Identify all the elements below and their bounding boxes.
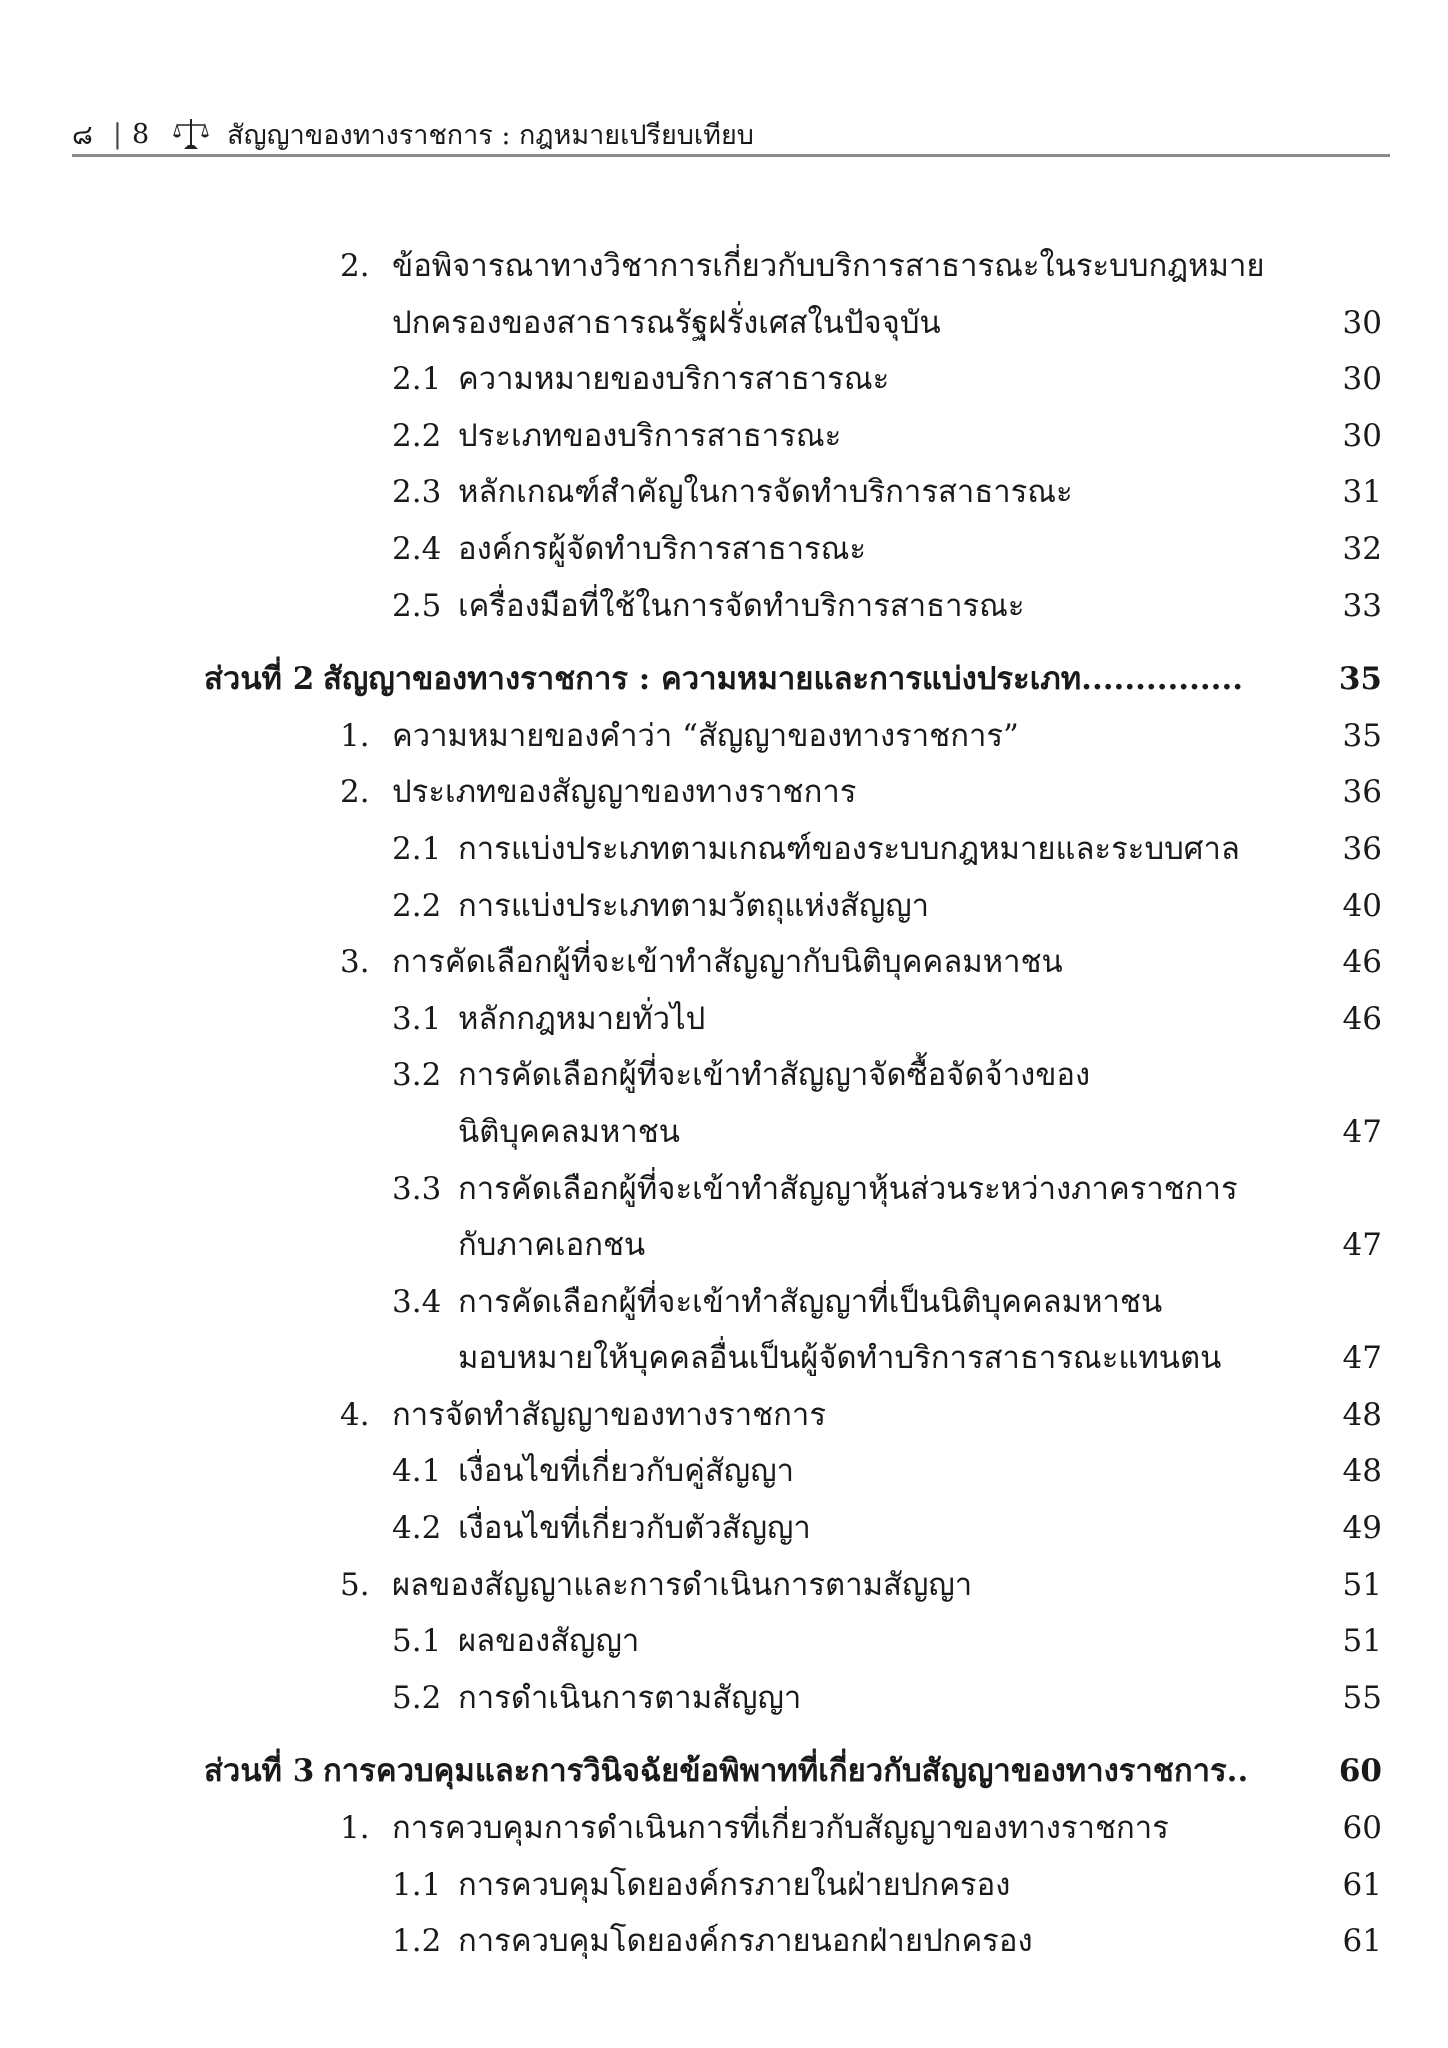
toc-entry-title: เงื่อนไขที่เกี่ยวกับตัวสัญญา: [458, 1510, 811, 1547]
toc-entry-title: การจัดทำสัญญาของทางราชการ: [392, 1396, 826, 1433]
toc-entry: [0, 578, 1448, 635]
toc-entry-number: 3.1: [392, 1000, 442, 1037]
toc-entry-page: 32: [1342, 530, 1382, 567]
toc-entry-title: ความหมายของคำว่า “สัญญาของทางราชการ”: [392, 717, 1019, 754]
toc-entry-page: 49: [1342, 1510, 1382, 1547]
running-header: [72, 114, 1390, 154]
toc-entry: [0, 934, 1448, 991]
toc-entry: [0, 238, 1448, 295]
header-rule: [72, 154, 1390, 157]
toc-entry-page: 51: [1342, 1623, 1382, 1660]
toc-entry-number: 5.2: [392, 1679, 442, 1716]
toc-entry-page: 36: [1342, 774, 1382, 811]
toc-entry-number: 2.1: [392, 830, 442, 867]
toc-entry-number: 3.4: [392, 1283, 442, 1320]
toc-entry: [0, 1330, 1448, 1387]
toc-entry: [0, 1500, 1448, 1557]
toc-entry-page: 30: [1342, 304, 1382, 341]
toc-entry-page: 35: [1338, 661, 1382, 698]
page-number-arabic: 8: [131, 118, 150, 150]
toc-entry: [0, 821, 1448, 878]
toc-entry-title: ความหมายของบริการสาธารณะ: [458, 361, 890, 398]
toc-entry-page: 30: [1342, 361, 1382, 398]
toc-entry-title: นิติบุคคลมหาชน: [458, 1113, 680, 1150]
toc-entry: [0, 1161, 1448, 1218]
toc-entry: [0, 1047, 1448, 1104]
toc-entry-number: 1.: [340, 1810, 370, 1847]
toc-entry-number: 4.2: [392, 1510, 442, 1547]
toc-entry-page: 47: [1342, 1227, 1382, 1264]
toc-entry-page: 40: [1342, 887, 1382, 924]
toc-entry-number: 2.2: [392, 887, 442, 924]
toc-entry-number: ส่วนที่ 2: [204, 661, 315, 698]
toc-entry-number: 2.: [340, 774, 370, 811]
toc-entry-title: กับภาคเอกชน: [458, 1227, 646, 1264]
scales-of-justice-icon: [173, 117, 209, 151]
toc-entry-number: 2.: [340, 248, 370, 284]
toc-entry: [0, 1104, 1448, 1161]
toc-entry-number: 5.: [340, 1566, 370, 1603]
toc-entry-title: มอบหมายให้บุคคลอื่นเป็นผู้จัดทำบริการสาธารณะแทนตน: [458, 1340, 1222, 1377]
toc-entry: [0, 1800, 1448, 1857]
toc-entry-title: การคัดเลือกผู้ที่จะเข้าทำสัญญาหุ้นส่วนระหว่างภาคราชการ: [458, 1170, 1238, 1207]
toc-entry-page: 47: [1342, 1340, 1382, 1377]
toc-entry-number: 1.: [340, 717, 370, 754]
toc-entry: [0, 878, 1448, 935]
toc-entry-title: เครื่องมือที่ใช้ในการจัดทำบริการสาธารณะ: [458, 587, 1025, 624]
toc-entry: [0, 1387, 1448, 1444]
toc-entry-number: 2.2: [392, 417, 442, 454]
toc-entry-number: 2.1: [392, 361, 442, 398]
toc-entry: [0, 408, 1448, 465]
toc-entry-number: 2.5: [392, 587, 442, 624]
toc-entry-number: 3.: [340, 944, 370, 981]
header-separator: |: [112, 118, 122, 150]
toc-entry-title: การแบ่งประเภทตามวัตถุแห่งสัญญา: [458, 887, 930, 924]
toc-entry: [0, 1274, 1448, 1331]
toc-entry: [0, 1557, 1448, 1614]
toc-entry-number: 4.1: [392, 1453, 442, 1490]
toc-entry-title: ผลของสัญญาและการดำเนินการตามสัญญา: [392, 1566, 973, 1603]
toc-entry-title: การควบคุมและการวินิจฉัยข้อพิพาทที่เกี่ยวกับสัญญาของทางราชการ..: [323, 1753, 1249, 1790]
toc-entry-page: 30: [1342, 417, 1382, 454]
table-of-contents: [0, 238, 1448, 1970]
toc-entry-page: 48: [1342, 1396, 1382, 1433]
toc-entry: [0, 295, 1448, 352]
toc-entry-title: ข้อพิจารณาทางวิชาการเกี่ยวกับบริการสาธารณะในระบบกฎหมาย: [392, 248, 1265, 284]
toc-entry: [0, 1613, 1448, 1670]
toc-section-row: [0, 651, 1448, 708]
toc-entry-title: ผลของสัญญา: [458, 1623, 640, 1660]
toc-entry-title: การคัดเลือกผู้ที่จะเข้าทำสัญญาที่เป็นนิติบุคคลมหาชน: [458, 1283, 1163, 1320]
toc-entry-number: 1.1: [392, 1866, 442, 1903]
toc-entry-title: การควบคุมโดยองค์กรภายในฝ่ายปกครอง: [458, 1866, 1011, 1903]
toc-section-row: [0, 1743, 1448, 1800]
toc-entry-title: การแบ่งประเภทตามเกณฑ์ของระบบกฎหมายและระบบศาล: [458, 830, 1240, 867]
toc-entry: [0, 1217, 1448, 1274]
toc-entry-title: ประเภทของสัญญาของทางราชการ: [392, 774, 857, 811]
toc-entry-page: 31: [1342, 474, 1382, 511]
toc-entry-title: การคัดเลือกผู้ที่จะเข้าทำสัญญาจัดซื้อจัดจ้างของ: [458, 1057, 1091, 1094]
toc-entry-title: การควบคุมการดำเนินการที่เกี่ยวกับสัญญาของทางราชการ: [392, 1810, 1169, 1847]
toc-entry: [0, 1857, 1448, 1914]
toc-entry-page: 33: [1342, 587, 1382, 624]
toc-entry-title: สัญญาของทางราชการ : ความหมายและการแบ่งประเภท...............: [323, 661, 1244, 698]
toc-entry: [0, 764, 1448, 821]
toc-entry-title: เงื่อนไขที่เกี่ยวกับคู่สัญญา: [458, 1453, 795, 1490]
toc-entry: [0, 521, 1448, 578]
toc-entry-title: ปกครองของสาธารณรัฐฝรั่งเศสในปัจจุบัน: [392, 304, 941, 341]
toc-entry: [0, 1913, 1448, 1970]
toc-entry: [0, 708, 1448, 765]
toc-entry-page: 61: [1342, 1923, 1382, 1960]
toc-entry-page: 61: [1342, 1866, 1382, 1903]
toc-entry-title: องค์กรผู้จัดทำบริการสาธารณะ: [458, 530, 867, 567]
toc-entry-page: 36: [1342, 830, 1382, 867]
toc-entry-number: 2.4: [392, 530, 442, 567]
toc-entry-title: การควบคุมโดยองค์กรภายนอกฝ่ายปกครอง: [458, 1923, 1033, 1960]
toc-entry-number: 3.2: [392, 1057, 442, 1094]
toc-entry-page: 60: [1338, 1753, 1382, 1790]
toc-entry: [0, 1443, 1448, 1500]
toc-entry-title: หลักเกณฑ์สำคัญในการจัดทำบริการสาธารณะ: [458, 474, 1073, 511]
toc-entry-title: ประเภทของบริการสาธารณะ: [458, 417, 842, 454]
toc-entry-title: การดำเนินการตามสัญญา: [458, 1679, 802, 1716]
toc-entry-page: 46: [1342, 944, 1382, 981]
toc-entry: [0, 991, 1448, 1048]
toc-entry: [0, 464, 1448, 521]
toc-entry-number: 2.3: [392, 474, 442, 511]
toc-entry-number: 1.2: [392, 1923, 442, 1960]
toc-entry-page: 60: [1342, 1810, 1382, 1847]
toc-entry-page: 35: [1342, 717, 1382, 754]
toc-entry-number: ส่วนที่ 3: [204, 1753, 315, 1790]
toc-entry-number: 5.1: [392, 1623, 442, 1660]
page-number-thai: ๘: [72, 119, 93, 151]
toc-entry-page: 46: [1342, 1000, 1382, 1037]
toc-entry-number: 3.3: [392, 1170, 442, 1207]
toc-entry: [0, 1670, 1448, 1727]
toc-entry: [0, 351, 1448, 408]
toc-entry-page: 48: [1342, 1453, 1382, 1490]
toc-entry-title: หลักกฎหมายทั่วไป: [458, 1000, 706, 1037]
toc-entry-number: 4.: [340, 1396, 370, 1433]
toc-entry-page: 47: [1342, 1113, 1382, 1150]
toc-entry-title: การคัดเลือกผู้ที่จะเข้าทำสัญญากับนิติบุคคลมหาชน: [392, 944, 1063, 981]
toc-entry-page: 55: [1342, 1679, 1382, 1716]
book-title: สัญญาของทางราชการ : กฎหมายเปรียบเทียบ: [227, 119, 754, 151]
toc-entry-page: 51: [1342, 1566, 1382, 1603]
